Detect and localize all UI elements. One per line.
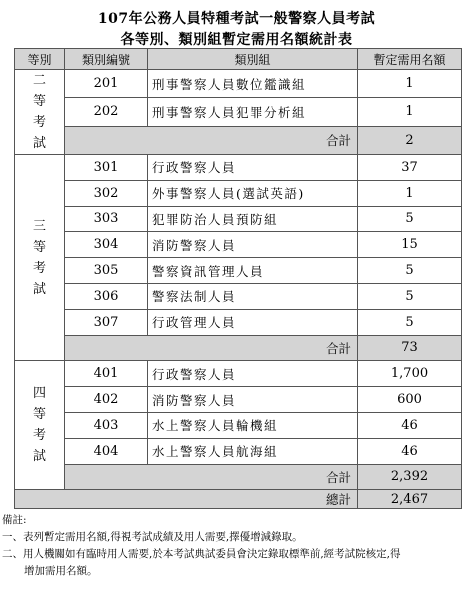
- document-title: 107年公務人員特種考試一般警察人員考試: [97, 11, 376, 27]
- table-row: [15, 361, 462, 387]
- subtotal-label: 合計: [65, 126, 358, 154]
- grand-total-value: 2,467: [358, 490, 462, 509]
- category-cell: 警察法制人員: [148, 283, 358, 309]
- quota-cell: 1,700: [358, 361, 462, 387]
- category-cell: 刑事警察人員數位鑑識組: [148, 70, 358, 98]
- quota-cell: 46: [358, 438, 462, 464]
- subtotal-row: [15, 464, 462, 490]
- quota-cell: 37: [358, 155, 462, 181]
- quota-cell: 5: [358, 283, 462, 309]
- table-row: [15, 70, 462, 98]
- quota-cell: 5: [358, 258, 462, 284]
- code-cell: 401: [65, 361, 148, 387]
- category-cell: 水上警察人員航海組: [148, 438, 358, 464]
- notes-heading: 備註:: [2, 514, 27, 526]
- quota-cell: 5: [358, 309, 462, 335]
- table-row: [15, 258, 462, 284]
- subtotal-row: [15, 126, 462, 154]
- code-cell: 404: [65, 438, 148, 464]
- table-row: [15, 180, 462, 206]
- subtotal-value: 73: [358, 335, 462, 361]
- code-cell: 302: [65, 180, 148, 206]
- subtotal-label: 合計: [65, 464, 358, 490]
- grand-total-row: [15, 490, 462, 509]
- table-row: [15, 155, 462, 181]
- note-1: 一、表列暫定需用名額,得視考試成績及用人需要,擇優增減錄取。: [2, 531, 303, 543]
- code-cell: 307: [65, 309, 148, 335]
- category-cell: 水上警察人員輪機組: [148, 412, 358, 438]
- document-subtitle: 各等別、類別組暫定需用名額統計表: [120, 32, 353, 48]
- subtotal-row: [15, 335, 462, 361]
- quota-cell: 1: [358, 70, 462, 98]
- table-header-row: [15, 49, 462, 70]
- subtotal-value: 2,392: [358, 464, 462, 490]
- code-cell: 306: [65, 283, 148, 309]
- table-row: [15, 412, 462, 438]
- quota-cell: 5: [358, 206, 462, 232]
- table-row: [15, 387, 462, 413]
- note-2: 二、用人機關如有臨時用人需要,於本考試典試委員會決定錄取標準前,經考試院核定,得: [2, 548, 401, 560]
- grade-cell: 二 等 考 試: [15, 70, 65, 155]
- code-cell: 202: [65, 98, 148, 126]
- header-category: 類別組: [148, 49, 358, 70]
- category-cell: 行政警察人員: [148, 361, 358, 387]
- code-cell: 303: [65, 206, 148, 232]
- subtotal-value: 2: [358, 126, 462, 154]
- quota-cell: 15: [358, 232, 462, 258]
- quota-cell: 600: [358, 387, 462, 413]
- category-cell: 外事警察人員(選試英語): [148, 180, 358, 206]
- header-code: 類別編號: [65, 49, 148, 70]
- code-cell: 403: [65, 412, 148, 438]
- code-cell: 304: [65, 232, 148, 258]
- table-row: [15, 206, 462, 232]
- category-cell: 行政警察人員: [148, 155, 358, 181]
- table-row: [15, 438, 462, 464]
- table-row: [15, 232, 462, 258]
- category-cell: 刑事警察人員犯罪分析組: [148, 98, 358, 126]
- code-cell: 201: [65, 70, 148, 98]
- subtotal-label: 合計: [65, 335, 358, 361]
- category-cell: 犯罪防治人員預防組: [148, 206, 358, 232]
- category-cell: 警察資訊管理人員: [148, 258, 358, 284]
- quota-table: [14, 48, 462, 509]
- header-quota: 暫定需用名額: [358, 49, 462, 70]
- category-cell: 消防警察人員: [148, 232, 358, 258]
- code-cell: 305: [65, 258, 148, 284]
- quota-cell: 46: [358, 412, 462, 438]
- quota-cell: 1: [358, 98, 462, 126]
- notes-section: [2, 512, 471, 580]
- grade-cell: 三 等 考 試: [15, 155, 65, 361]
- grand-total-label: 總計: [15, 490, 358, 509]
- category-cell: 行政管理人員: [148, 309, 358, 335]
- quota-cell: 1: [358, 180, 462, 206]
- code-cell: 301: [65, 155, 148, 181]
- code-cell: 402: [65, 387, 148, 413]
- table-row: [15, 309, 462, 335]
- header-grade: 等別: [15, 49, 65, 70]
- table-row: [15, 98, 462, 126]
- note-2-continued: 增加需用名額。: [24, 565, 98, 577]
- table-row: [15, 283, 462, 309]
- category-cell: 消防警察人員: [148, 387, 358, 413]
- grade-cell: 四 等 考 試: [15, 361, 65, 490]
